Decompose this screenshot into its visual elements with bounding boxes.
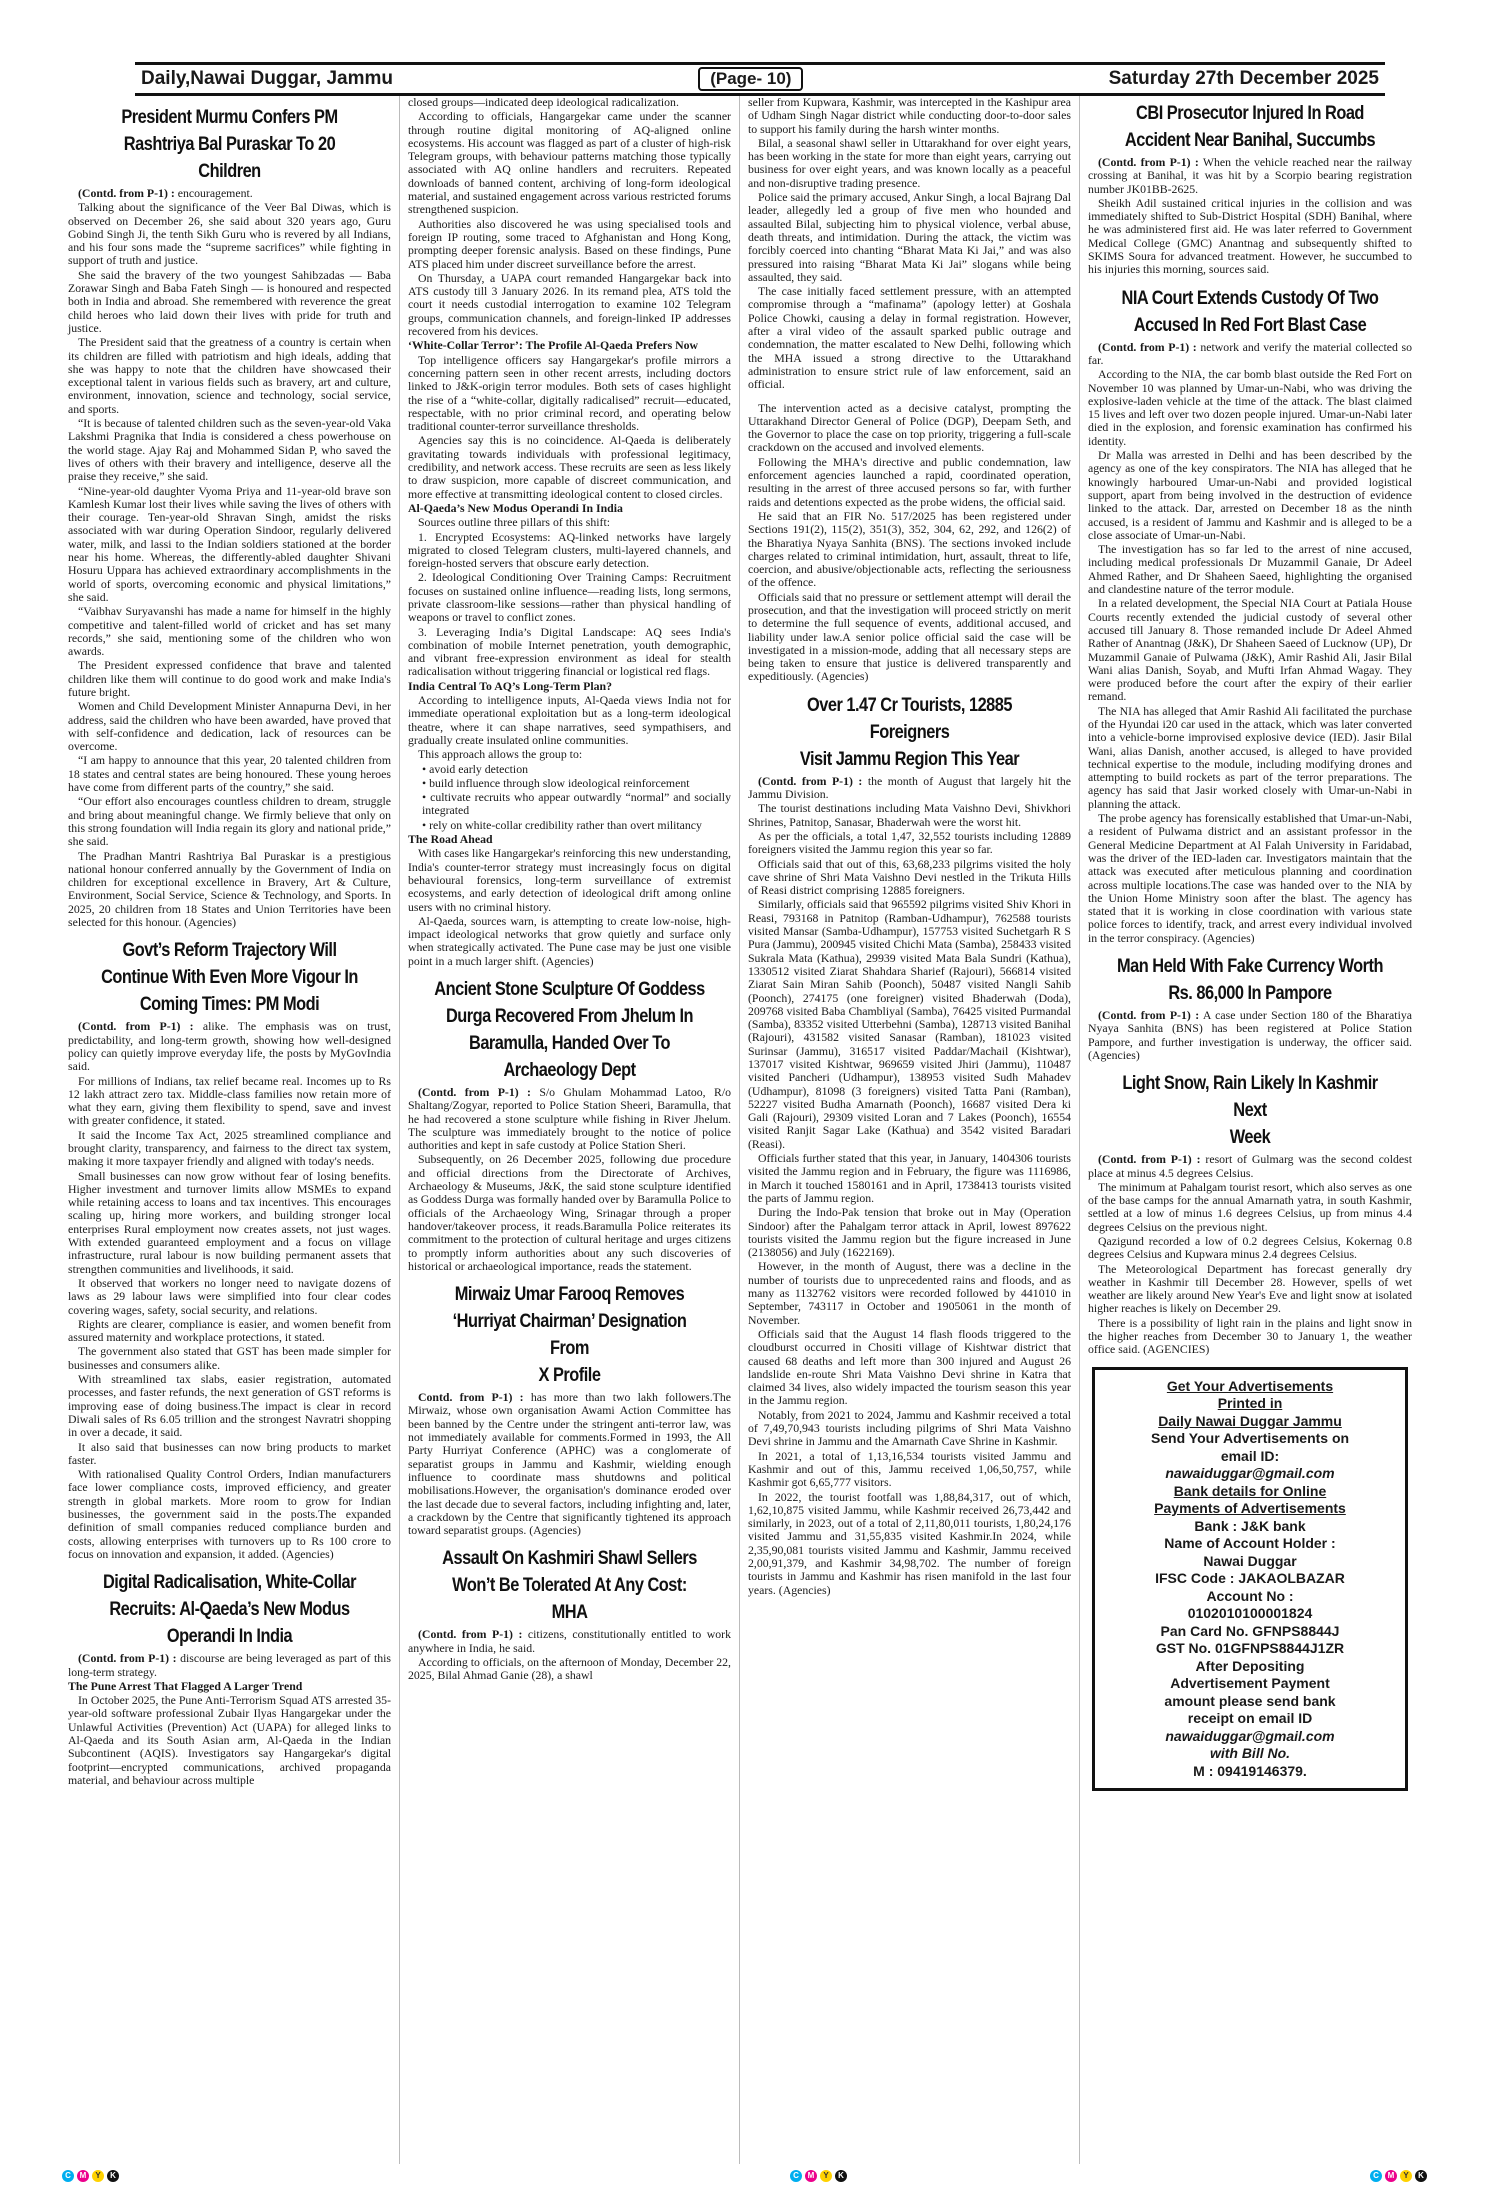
paragraph: Similarly, officials said that 965592 pilgrims visited Shiv Khori in Reasi, 793168 in Patnitop (Ramban-Udhampur), 762588 tourists visited Mansar (Samba-Udhampur), 157753 visited Suchetgarh R S Pura (Jammu), 200945 visited Chichi Mata (Samba), 258433 visited Sukrala Mata (Kathua), 29939 visited Mata Bala Sundri (Kathua), 1330512 visited Ziarat Shahdara Sharief (Rajouri), 566814 visited Ziarat Sain Miran Sahib (Poonch), 50487 visited Nangli Sahib (Poonch), 274175 (one foreigner) visited Bhaderwah (Doda), 209768 visited Baba Chambliyal (Samba), 76425 visited Purmandal (Samba), 83352 visited Utterbehni (Samba), 128713 visited Banihal (Rajouri), 431582 visited Sanasar (Ramban), 181023 visited Surinsar (Jammu), 316517 visited Paddar/Machail (Kishtwar), 137017 visited Kishtwar, 969659 visited Jhiri (Jammu), 110487 visited Pancheri (Udhampur), 138953 visited Sudh Mahadev (Udhampur), 81098 (3 foreigners) visited Tatta Pani (Ramban), 52227 visited Budha Amarnath (Poonch), 16687 visited Dera ki Gali (Rajouri), 29309 visited Loran and 7 Lakes (Poonch), 16554 visited Ranjit Sagar Lake (Kathua) and 3542 visited Baradari (Reasi). bbox=[748, 897, 1071, 1151]
article-text: (Contd. from P-1) : A case under Section 180 of the Bharatiya Nyaya Sanhita (BNS) has been registered at Police Station Pampore, and further investigation is underway, the officer said. (Agencies) bbox=[1088, 1008, 1412, 1062]
paragraph: closed groups—indicated deep ideological radicalization. bbox=[408, 96, 679, 109]
paragraph: Officials said that no pressure or settlement attempt will derail the prosecution, and that the investigation will proceed strictly on merit to determine the full sequence of events, additional accused, and liability under law.A senior police official said the case will be investigated in a mission-mode, adding that all necessary steps are being taken to ensure that justice is delivered transparently and expeditiously. (Agencies) bbox=[748, 589, 1071, 684]
paragraph: On Thursday, a UAPA court remanded Hangargekar back into ATS custody till 3 January 2026. In its remand plea, ATS told the court it needs custodial interrogation to examine 102 Telegram groups, communication channels, and foreign-linked IP addresses recovered from his devices. bbox=[408, 270, 731, 339]
paragraph: The investigation has so far led to the arrest of nine accused, including medical professionals Dr Muzammil Ganaie, Dr Adeel Ahmed Rather, and Dr Shaheen Saeed, highlighting the organised and clandestine nature of the terror module. bbox=[1088, 542, 1412, 597]
paragraph: Sheikh Adil sustained critical injuries in the collision and was immediately shifted to Sub-District Hospital (SDH) Banihal, where he was administered first aid. He was later referred to Government Medical College (GMC) Anantnag and subsequently shifted to SKIMS Soura for advanced treatment. However, he succumbed to his injuries this morning, sources said. bbox=[1088, 195, 1412, 277]
paragraph: During the Indo-Pak tension that broke out in May (Operation Sindoor) after the Pahalgam terror attack in April, lowest 897622 tourists visited the Jammu region but the figure increased in June (2138056) and July (1622169). bbox=[748, 1205, 1071, 1260]
magenta-dot-icon: M bbox=[805, 2170, 817, 2182]
article-text: Contd. from P-1) : has more than two lakh followers.The Mirwaiz, whose own organisation Awami Action Committee has been banned by the Centre under the stringent anti-terror law, was not immediately available for comments.Formed in 1993, the All Party Hurriyat Conference (APHC) was a conglomerate of separatist groups in Jammu and Kashmir, wielding enough influence to coordinate mass shutdowns and political mobilisations.However, the organisation's dominance eroded over the last decade due to several factors, including infighting and, later, a crackdown by the Centre that significantly tightened its approach toward separatist groups. (Agencies) bbox=[408, 1390, 731, 1538]
paragraph: In October 2025, the Pune Anti-Terrorism Squad ATS arrested 35-year-old software professional Zubair Ilyas Hangargekar under the Unlawful Activities (Prevention) Act (UAPA) for alleged links to Al-Qaeda and its South Asian arm, Al-Qaeda in the Indian Subcontinent (AQIS). Investigators say Hangargekar's digital footprint—encrypted communications, archived propaganda material, and behaviour across multiple bbox=[68, 1693, 391, 1787]
article-text: (Contd. from P-1) : the month of August that largely hit the Jammu Division. bbox=[748, 773, 1072, 802]
paragraph: Sources outline three pillars of this shift: bbox=[418, 515, 610, 530]
paragraph: In 2022, the tourist footfall was 1,88,84,317, out of which, 1,62,10,875 visited Jammu, while Kashmir received 26,73,442 and similarly, in 2023, out of a total of 2,11,80,011 tourists, 1,80,24,176 visited Jammu and 31,55,835 visited Kashmir.In 2024, while 2,35,90,081 tourists visited Jammu and Kashmir, Jammu received 2,00,91,379, and Kashmir 34,98,702. The number of foreign tourists in Jammu and Kashmir has risen manifold in the last four years. (Agencies) bbox=[748, 1489, 1071, 1597]
paragraph: seller from Kupwara, Kashmir, was intercepted in the Kashipur area of Udham Singh Nagar district while conducting door-to-door sales to support his family during the harsh winter months. bbox=[748, 96, 1071, 136]
paragraph: However, in the month of August, there was a decline in the number of tourists due to unprecedented rains and floods, and as many as 1132762 visitors were recorded followed by 441010 in September, 743117 in October and 1905061 in the month of November. bbox=[748, 1259, 1071, 1327]
list-item: • rely on white-collar credibility rather than overt militancy bbox=[422, 817, 702, 832]
subheading: ‘White-Collar Terror’: The Profile Al-Qaeda Prefers Now bbox=[408, 338, 699, 353]
headline-mirwaiz: Mirwaiz Umar Farooq Removes ‘Hurriyat Chairman’ Designation From X Profile bbox=[452, 1283, 687, 1387]
paragraph: With streamlined tax slabs, easier registration, automated processes, and faster refunds, the next generation of GST reforms is improving ease of doing business.The impact is clear in record Diwali sales of Rs 6.05 trillion and the strongest Navratri shopping in over a decade, it said. bbox=[68, 1372, 391, 1440]
paragraph: Small businesses can now grow without fear of losing benefits. Higher investment and turnover limits allow MSMEs to expand while retaining access to loans and tax incentives. This encourages scaling up, hiring more workers, and building stronger local enterprises Rural employment now creates assets, not just wages. With extended guaranteed employment and a focus on village infrastructure, rural labour is now building permanent assets that strengthen communities and livelihoods, it said. bbox=[68, 1168, 391, 1276]
magenta-dot-icon: M bbox=[77, 2170, 89, 2182]
article-text: (Contd. from P-1) : encouragement. bbox=[78, 186, 253, 200]
subheading: The Road Ahead bbox=[408, 832, 493, 847]
headline-cbi-prosecutor: CBI Prosecutor Injured In Road Accident Near Banihal, Succumbs bbox=[1124, 102, 1376, 151]
headline-murmu: President Murmu Confers PM Rashtriya Bal Puraskar To 20 Children bbox=[121, 106, 338, 182]
page-number: (Page- 10) bbox=[698, 67, 803, 91]
cyan-dot-icon: C bbox=[62, 2170, 74, 2182]
ad-phone: M : 09419146379. bbox=[1193, 1762, 1307, 1779]
issue-date: Saturday 27th December 2025 bbox=[1108, 68, 1379, 89]
paragraph: Authorities also discovered he was using specialised tools and foreign IP routing, some traced to Afghanistan and Hong Kong, prompting deeper forensic analysis. Based on these findings, Pune ATS placed him under discreet surveillance before the arrest. bbox=[408, 216, 731, 271]
list-item: 3. Leveraging India’s Digital Landscape: AQ sees India's combination of mobile Internet penetration, youth demographic, and vibrant free-expression environment as ideal for stealth radicalisation without triggering financial or logistical red flags. bbox=[408, 624, 731, 679]
paragraph: The case initially faced settlement pressure, with an attempted compromise through a “mafinama” (apology letter) at Goshala Police Chowki, causing a delay in formal registration. However, after a viral video of the assault sparked public outrage and condemnation, the matter escalated to New Delhi, following which the MHA issued a strong directive to the Uttarakhand administration to ensure strict rule of law enforcement, said an official. bbox=[748, 284, 1071, 392]
paragraph: Following the MHA's directive and public condemnation, law enforcement agencies launched a rapid, coordinated operation, resulting in the arrest of three accused persons so far, with further raids and detentions expected as the probe widens, the official said. bbox=[748, 454, 1071, 509]
paragraph: It also said that businesses can now bring products to market faster. bbox=[68, 1439, 391, 1467]
cyan-dot-icon: C bbox=[790, 2170, 802, 2182]
paragraph: Officials said that out of this, 63,68,233 pilgrims visited the holy cave shrine of Shri Mata Vaishno Devi nestled in the Trikuta Hills of Reasi district comprising 12885 foreigners. bbox=[748, 856, 1071, 898]
headline-shawl-sellers: Assault On Kashmiri Shawl Sellers Won’t Be Tolerated At Any Cost: MHA bbox=[442, 1547, 697, 1624]
column-4 bbox=[1080, 96, 1420, 2164]
magenta-dot-icon: M bbox=[1385, 2170, 1397, 2182]
paragraph: Top intelligence officers say Hangargekar's profile mirrors a concerning pattern seen in other recent arrests, including doctors linked to J&K-origin terror modules. Both sets of cases highlight the rise of a “white-collar, digitally radicalised” recruit—educated, respectable, with no prior criminal record, and operating below traditional counter-terror surveillance thresholds. bbox=[408, 352, 731, 434]
paragraph: “Our effort also encourages countless children to dream, struggle and bring about meaningful change. We firmly believe that only on this strong foundation will India regain its glory and national pride,” she said. bbox=[68, 794, 391, 849]
black-dot-icon: K bbox=[835, 2170, 847, 2182]
article-text: (Contd. from P-1) : When the vehicle reached near the railway crossing at Banihal, it was hit by a Scorpio bearing registration number JK01BB-2625. bbox=[1088, 155, 1412, 196]
paragraph: Women and Child Development Minister Annapurna Devi, in her address, said the children who have been awarded, have proved that with self-confidence and dedication, lack of resources can be overcome. bbox=[68, 699, 391, 754]
article-text: (Contd. from P-1) : discourse are being leveraged as part of this long-term strategy. bbox=[68, 1651, 392, 1679]
ad-email[interactable]: nawaiduggar@gmail.com bbox=[1165, 1465, 1335, 1482]
paragraph: Al-Qaeda, sources warn, is attempting to create low-noise, high-impact ideological networks that grow quietly and surface only when strategically activated. The Pune case may be just one visible point in a much larger shift. (Agencies) bbox=[408, 913, 731, 968]
paragraph: Dr Malla was arrested in Delhi and has been described by the agency as one of the key conspirators. The NIA has alleged that he knowingly harboured Umar-un-Nabi and provided logistical support, apart from being involved in the destruction of evidence linked to the attack. Dar, arrested on December 18 as the ninth accused, is a resident of Jammu and Kashmir and is alleged to be a close associate of Umar-un-Nabi. bbox=[1088, 448, 1412, 542]
column-2 bbox=[400, 96, 740, 2164]
list-item: • avoid early detection bbox=[422, 761, 528, 776]
paper-title: Daily,Nawai Duggar, Jammu bbox=[141, 68, 394, 89]
headline-tourists: Over 1.47 Cr Tourists, 12885 Foreigners Visit Jammu Region This Year bbox=[799, 693, 1020, 770]
paragraph: Talking about the significance of the Veer Bal Diwas, which is observed on December 26, she said about 320 years ago, Guru Gobind Singh Ji, the tenth Sikh Guru who is revered by all Indians, and his four sons made the “supreme sacrifices” while fighting in support of truth and justice. bbox=[68, 200, 391, 268]
paragraph: Notably, from 2021 to 2024, Jammu and Kashmir received a total of 7,49,70,943 tourists including pilgrims of Shri Mata Vaishno Devi shrine in Jammu and the Amarnath Cave Shrine in Kashmir. bbox=[748, 1407, 1071, 1449]
paragraph: The tourist destinations including Mata Vaishno Devi, Shivkhori Shrines, Patnitop, Sanasar, Bhaderwah were the worst hit. bbox=[748, 801, 1071, 829]
headline-reform: Govt’s Reform Trajectory Will Continue With Even More Vigour In Coming Times: PM Modi bbox=[101, 939, 358, 1016]
paragraph: It observed that workers no longer need to navigate dozens of laws as 29 labour laws were simplified into four clear codes covering wages, safety, social security, and relations. bbox=[68, 1275, 391, 1317]
column-1 bbox=[60, 96, 400, 2164]
yellow-dot-icon: Y bbox=[1400, 2170, 1412, 2182]
paragraph: According to the NIA, the car bomb blast outside the Red Fort on November 10 was planned by Umar-un-Nabi, who was driving the explosive-laden vehicle at the time of the attack. The blast claimed 15 lives and left over two dozen people injured. Umar-un-Nabi later died in the explosion, and forensic examination has confirmed his identity. bbox=[1088, 367, 1412, 448]
paragraph: The minimum at Pahalgam tourist resort, which also serves as one of the base camps for the annual Amarnath yatra, in south Kashmir, settled at a low of minus 1.6 degrees Celsius, up from minus 4.4 degrees Celsius on the previous night. bbox=[1088, 1179, 1412, 1234]
list-item: 1. Encrypted Ecosystems: AQ-linked networks have largely migrated to closed Telegram clusters, multi-layered channels, and foreign-hosted servers that obscure early detection. bbox=[408, 529, 731, 571]
paragraph: He said that an FIR No. 517/2025 has been registered under Sections 191(2), 115(2), 351(3), 352, 304, 62, 292, and 126(2) of the Bharatiya Nyaya Sanhita (BNS). The sections invoked include charges related to criminal intimidation, hurt, assault, threat to life, coercion, and abusive/objectionable acts, reflecting the seriousness of the offence. bbox=[748, 508, 1071, 590]
black-dot-icon: K bbox=[107, 2170, 119, 2182]
list-item: • build influence through slow ideological reinforcement bbox=[422, 775, 690, 790]
cmyk-marks-center bbox=[790, 2170, 847, 2182]
headline-al-qaeda: Digital Radicalisation, White-Collar Recruits: Al-Qaeda’s New Modus Operandi In India bbox=[102, 1571, 357, 1648]
paragraph: According to officials, on the afternoon of Monday, December 22, 2025, Bilal Ahmad Ganie (28), a shawl bbox=[408, 1655, 731, 1683]
headline-fake-currency: Man Held With Fake Currency Worth Rs. 86,000 In Pampore bbox=[1117, 955, 1383, 1005]
paragraph: The NIA has alleged that Amir Rashid Ali facilitated the purchase of the Hyundai i20 car used in the attack, which was later converted into a vehicle-borne improvised explosive device (IED). Jasir Bilal Wani, alias Danish, another accused, is alleged to have provided technical expertise to the module, including modifying drones and attempting to build rockets as part of the terror preparations. The agency has said that Jasir worked closely with Umar-un-Nabi in planning the attack. bbox=[1088, 703, 1412, 811]
paragraph: “Vaibhav Suryavanshi has made a name for himself in the highly competitive and talent-filled world of cricket and has set many records,” she said, mentioning some of the children who won awards. bbox=[68, 604, 391, 659]
cmyk-marks-right bbox=[1370, 2170, 1427, 2182]
paragraph: The President expressed confidence that brave and talented children like them will continue to do good work and make India's future bright. bbox=[68, 658, 391, 699]
paragraph: She said the bravery of the two youngest Sahibzadas — Baba Zorawar Singh and Baba Fateh Singh — is honoured and respected both in India and abroad. She remembered with reverence the great child heroes who laid down their lives with pride for truth and justice. bbox=[68, 267, 391, 335]
paragraph: The Pradhan Mantri Rashtriya Bal Puraskar is a prestigious national honour conferred annually by the Government of India on children for exceptional excellence in Bravery, Art & Culture, Environment, Social Service, Science & Technology, and Sports. In 2025, 20 children from 18 States and Union Territories have been selected for this honour. (Agencies) bbox=[68, 848, 391, 930]
article-text: (Contd. from P-1) : resort of Gulmarg was the second coldest place at minus 4.5 degrees Celsius. bbox=[1088, 1152, 1412, 1180]
subheading: Al-Qaeda’s New Modus Operandi In India bbox=[408, 500, 623, 515]
paragraph: In 2021, a total of 1,13,16,534 tourists visited Jammu and Kashmir and out of this, Jammu received 1,06,50,757, while Kashmir got 6,65,777 visitors. bbox=[748, 1448, 1071, 1490]
advertisement-box: Get Your Advertisements Printed in Daily Nawai Duggar Jammu Send Your Advertisements on email ID: nawaiduggar@gmail.com Bank details for Online Payments of Advertisements Bank : J&K bank Name of Account Holder : Nawai Duggar IFSC Code : JAKAOLBAZAR Account No : 0102010100001824 Pan Card No. GFNPS8844J GST No. 01GFNPS8844J1ZR After Depositing Advertisement Payment amount please send bank receipt on email ID nawaiduggar@gmail.com with Bill No. M : 09419146379. bbox=[1092, 1367, 1408, 1792]
subheading: The Pune Arrest That Flagged A Larger Trend bbox=[68, 1678, 303, 1693]
paragraph: Bilal, a seasonal shawl seller in Uttarakhand for over eight years, has been working in the state for more than eight years, carrying out business for over eight years, and was known locally as a peaceful and non-disruptive trading presence. bbox=[748, 135, 1071, 190]
masthead bbox=[135, 62, 1385, 96]
list-item: 2. Ideological Conditioning Over Training Camps: Recruitment focuses on sustained online influence—reading lists, long sermons, private classroom-like sessions—rather than physical handling of weapons or travel to conflict zones. bbox=[408, 570, 731, 625]
paragraph: There is a possibility of light rain in the plains and light snow in the higher reaches from December 30 to January 1, the weather office said. (AGENCIES) bbox=[1088, 1315, 1412, 1357]
paragraph: With rationalised Quality Control Orders, Indian manufacturers face lower compliance costs, improved efficiency, and greater strength in global markets. More room to grow for Indian businesses, the government said in the posts.The expanded definition of small companies reduced compliance burden and costs, allowing enterprises with turnovers up to Rs 100 crore to focus on innovation and expansion, it added. (Agencies) bbox=[68, 1467, 391, 1561]
paragraph: According to officials, Hangargekar came under the scanner through routine digital monitoring of AQ-aligned online ecosystems. His account was flagged as part of a cluster of high-risk Telegram groups, with behaviour patterns matching those typically associated with AQ online handlers and recruiters. Repeated downloads of banned content, archiving of long-form ideological material, and sustained engagement across various restricted forums strengthened suspicion. bbox=[408, 109, 732, 217]
paragraph: This approach allows the group to: bbox=[418, 747, 583, 762]
column-3 bbox=[740, 96, 1080, 2164]
list-item: • cultivate recruits who appear outwardly “normal” and socially integrated bbox=[422, 790, 731, 818]
headline-snow-rain: Light Snow, Rain Likely In Kashmir Next Week bbox=[1122, 1072, 1378, 1149]
paragraph: Officials further stated that this year, in January, 1404306 tourists visited the Jammu region and in February, the figure was 1116986, in March it touched 1580161 and in April, 1738413 tourists visited the parts of Jammu region. bbox=[748, 1151, 1071, 1205]
subheading: India Central To AQ’s Long-Term Plan? bbox=[408, 678, 612, 693]
paragraph: Officials said that the August 14 flash floods triggered to the cloudburst occurred in Chositi village of Kishtwar district that caused 68 deaths and left more than 300 injured and August 26 landslide en-route Shri Mata Vaishno Devi shrine in Katra that claimed 34 lives, also widely impacted the tourism season this year in the Jammu region. bbox=[748, 1326, 1071, 1408]
paragraph: “Nine-year-old daughter Vyoma Priya and 11-year-old brave son Kamlesh Kumar lost their lives while saving the lives of others with their courage. Ten-year-old Shravan Singh, amidst the risks associated with war during Operation Sindoor, regularly delivered water, milk, and lassi to the Indian soldiers stationed at the border near his home. Whereas, the differently-abled daughter Shivani Hosuru Uppara has achieved extraordinary accomplishments in the world of sports, overcoming economic and physical limitations,” she said. bbox=[68, 483, 391, 604]
paragraph: In a related development, the Special NIA Court at Patiala House Courts recently extended the judicial custody of several other accused till January 8. Those remanded include Dr Adeel Ahmed Rather of Anantnag (J&K), Dr Shaheen Saeed of Lucknow (UP), Dr Muzammil Ganaie of Pulwama (J&K), Amir Rashid Ali, Jasir Bilal Wani alias Danish, Soyab, and Mufti Irfan Ahmad Wagay. They were produced before the court after the expiry of their earlier remand. bbox=[1088, 596, 1412, 704]
ad-email-2[interactable]: nawaiduggar@gmail.com bbox=[1165, 1727, 1335, 1744]
article-text: (Contd. from P-1) : citizens, constitutionally entitled to work anywhere in India, he said. bbox=[408, 1627, 731, 1655]
paragraph: Qazigund recorded a low of 0.2 degrees Celsius, Kokernag 0.8 degrees Celsius and Kupwara minus 2.4 degrees Celsius. bbox=[1088, 1234, 1412, 1262]
yellow-dot-icon: Y bbox=[92, 2170, 104, 2182]
paragraph: Police said the primary accused, Ankur Singh, a local Bajrang Dal leader, allegedly led a group of five men who hounded and assaulted Bilal, subjecting him to physical violence, verbal abuse, death threats, and intimidation. During the attack, the victim was forcibly coerced into chanting “Bharat Mata Ki Jai,” and was also pressured into raising “Bharat Mata Ki Jai” slogans while being assaulted, they said. bbox=[748, 190, 1071, 284]
paragraph: As per the officials, a total 1,47, 32,552 tourists including 12889 foreigners visited the Jammu region this year so far. bbox=[748, 828, 1071, 857]
cmyk-marks-left bbox=[62, 2170, 119, 2182]
article-text: (Contd. from P-1) : alike. The emphasis was on trust, predictability, and long-term growth, showing how well-designed policy can quietly improve everyday life, the posts by MyGovIndia said. bbox=[68, 1019, 392, 1074]
paragraph: Agencies say this is no coincidence. Al-Qaeda is deliberately gravitating towards individuals with professional legitimacy, credibility, and network access. These recruits are seen as less likely to draw suspicion, more capable of discreet communication, and more effective at transmitting ideological content to closed circles. bbox=[408, 433, 731, 501]
paragraph: The President said that the greatness of a country is certain when its children are filled with patriotism and high ideals, adding that she was happy to note that the children have showcased their exceptional talent in various fields such as bravery, art and culture, environment, innovation, science and technology, social service, and sports. bbox=[68, 335, 391, 416]
paragraph: The government also stated that GST has been made simpler for businesses and consumers alike. bbox=[68, 1344, 391, 1372]
headline-durga-sculpture: Ancient Stone Sculpture Of Goddess Durga Recovered From Jhelum In Baramulla, Handed Over To Archaeology Dept bbox=[434, 978, 705, 1081]
paragraph: Subsequently, on 26 December 2025, following due procedure and official directions from the Directorate of Archives, Archaeology & Museums, J&K, the said stone sculpture identified as Goddess Durga was formally handed over by Baramulla Police to officials of the Archaeology Wing, Srinagar through a proper handover/takeover process, it reads.Baramulla Police reiterates its commitment to the protection of cultural heritage and urges citizens to promptly inform authorities about any such discoveries of historical or archaeological importance, reads the statement. bbox=[408, 1152, 731, 1273]
article-text: (Contd. from P-1) : S/o Ghulam Mohammad Latoo, R/o Shaltang/Zogyar, reported to Police Station Sheeri, Baramulla, that he had recovered a stone sculpture while fishing in River Jhelum. The sculpture was immediately brought to the notice of police authorities and kept in safe custody at Police Station Sheri. bbox=[408, 1085, 731, 1153]
paragraph: “I am happy to announce that this year, 20 talented children from 18 states and central states are being honoured. These young heroes have come from different parts of the country,” she said. bbox=[68, 753, 391, 795]
yellow-dot-icon: Y bbox=[820, 2170, 832, 2182]
paragraph: The probe agency has forensically established that Umar-un-Nabi, a resident of Pulwama district and an assistant professor in the General Medicine Department at Al Falah University in Faridabad, was the driver of the IED-laden car. Investigators maintain that the attack was executed after meticulous planning and coordination across multiple locations.The case was handed over to the NIA by the Union Home Ministry soon after the blast. The agency has stated that it is working in close coordination with various state police forces to identify, track, and arrest every individual involved in the terror conspiracy. (Agencies) bbox=[1088, 811, 1412, 945]
paragraph: The Meteorological Department has forecast generally dry weather in Kashmir till December 28. However, spells of wet weather are likely around New Year's Eve and light snow at isolated higher reaches is likely on December 29. bbox=[1088, 1261, 1412, 1316]
headline-nia-court: NIA Court Extends Custody Of Two Accused In Red Fort Blast Case bbox=[1121, 286, 1379, 336]
paragraph: “It is because of talented children such as the seven-year-old Vaka Lakshmi Pragnika that India is considered a chess powerhouse on the world stage. Ajay Raj and Mohammed Sidan P, who saved the lives of others with their bravery and intelligence, deserve all the praise they receive,” she said. bbox=[68, 416, 391, 484]
cyan-dot-icon: C bbox=[1370, 2170, 1382, 2182]
paragraph: For millions of Indians, tax relief became real. Incomes up to Rs 12 lakh attract zero tax. Middle-class families now retain more of what they earn, giving them flexibility to spend, save and invest with greater confidence, it stated. bbox=[68, 1073, 391, 1128]
columns bbox=[60, 96, 1420, 2164]
paragraph: With cases like Hangargekar's reinforcing this new understanding, India's counter-terror strategy must increasingly focus on digital behavioural forensics, long-term surveillance of extremist ecosystems, and early detection of ideological drift among online users with no criminal history. bbox=[408, 846, 731, 914]
paragraph: According to intelligence inputs, Al-Qaeda views India not for immediate operational exploitation but as a long-term ideological theatre, where it can shape narratives, seed sympathisers, and gradually create insulated online communities. bbox=[408, 693, 731, 747]
paragraph: Rights are clearer, compliance is easier, and women benefit from assured maternity and workplace protections, it stated. bbox=[68, 1316, 391, 1345]
black-dot-icon: K bbox=[1415, 2170, 1427, 2182]
paragraph: It said the Income Tax Act, 2025 streamlined compliance and brought clarity, transparency, and fairness to the direct tax system, making it more taxpayer friendly and aligned with today's needs. bbox=[68, 1127, 391, 1169]
article-text: (Contd. from P-1) : network and verify the material collected so far. bbox=[1088, 339, 1412, 367]
paragraph: The intervention acted as a decisive catalyst, prompting the Uttarakhand Director General of Police (DGP), Deepam Seth, and the Governor to place the case on top priority, triggering a full-scale crackdown on the accused and involved elements. bbox=[748, 400, 1071, 455]
